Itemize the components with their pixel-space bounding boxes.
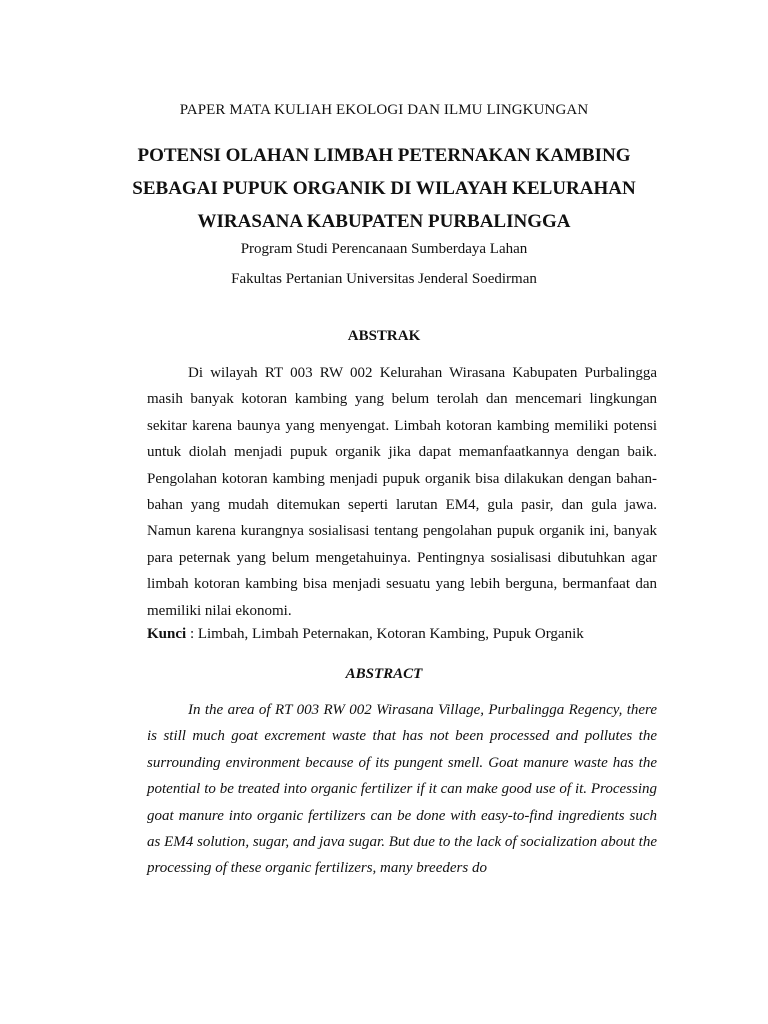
- faculty-university: Fakultas Pertanian Universitas Jenderal Soedirman: [231, 271, 537, 287]
- abstract-body: In the area of RT 003 RW 002 Wirasana Village, Purbalingga Regency, there is still much goat excrement waste that has not been processed and pollutes the surrounding environment because of its pungent smell. Goat manure waste has the potential to be treated into organic fertilizer if it can make good use of it. Processing goat manure into organic fertilizers can be done with easy-to-find ingredients such as EM4 solution, sugar, and java sugar. But due to the lack of socialization about the processing of these organic fertilizers, many breeders do: [147, 702, 657, 877]
- keywords-label: Kunci: [147, 626, 187, 642]
- paper-title-line: POTENSI OLAHAN LIMBAH PETERNAKAN KAMBING: [137, 145, 631, 166]
- course-title: PAPER MATA KULIAH EKOLOGI DAN ILMU LINGKUNGAN: [179, 102, 589, 118]
- paper-title-line: WIRASANA KABUPATEN PURBALINGGA: [197, 211, 571, 232]
- keywords-text: : Limbah, Limbah Peternakan, Kotoran Kambing, Pupuk Organik: [186, 626, 584, 642]
- paper-title: [0, 139, 768, 238]
- study-program: Program Studi Perencanaan Sumberdaya Lahan: [240, 241, 528, 257]
- abstrak-body: Di wilayah RT 003 RW 002 Kelurahan Wirasana Kabupaten Purbalingga masih banyak kotoran kambing yang belum terolah dan mencemari lingkungan sekitar karena baunya yang menyengat. Limbah kotoran kambing memiliki potensi untuk diolah menjadi pupuk organik jika dapat memanfaatkannya dengan baik. Pengolahan kotoran kambing menjadi pupuk organik bisa dilakukan dengan bahan-bahan yang mudah ditemukan seperti larutan EM4, gula pasir, dan gula jawa. Namun karena kurangnya sosialisasi tentang pengolahan pupuk organik ini, banyak para peternak yang belum mengetahuinya. Pentingnya sosialisasi dibutuhkan agar limbah kotoran kambing bisa menjadi sesuatu yang lebih berguna, bermanfaat dan memiliki nilai ekonomi.: [147, 365, 657, 619]
- abstrak-heading: ABSTRAK: [347, 328, 421, 344]
- paper-title-line: SEBAGAI PUPUK ORGANIK DI WILAYAH KELURAHAN: [132, 178, 636, 199]
- keywords-line: [147, 626, 657, 643]
- abstract-heading: ABSTRACT: [345, 666, 423, 682]
